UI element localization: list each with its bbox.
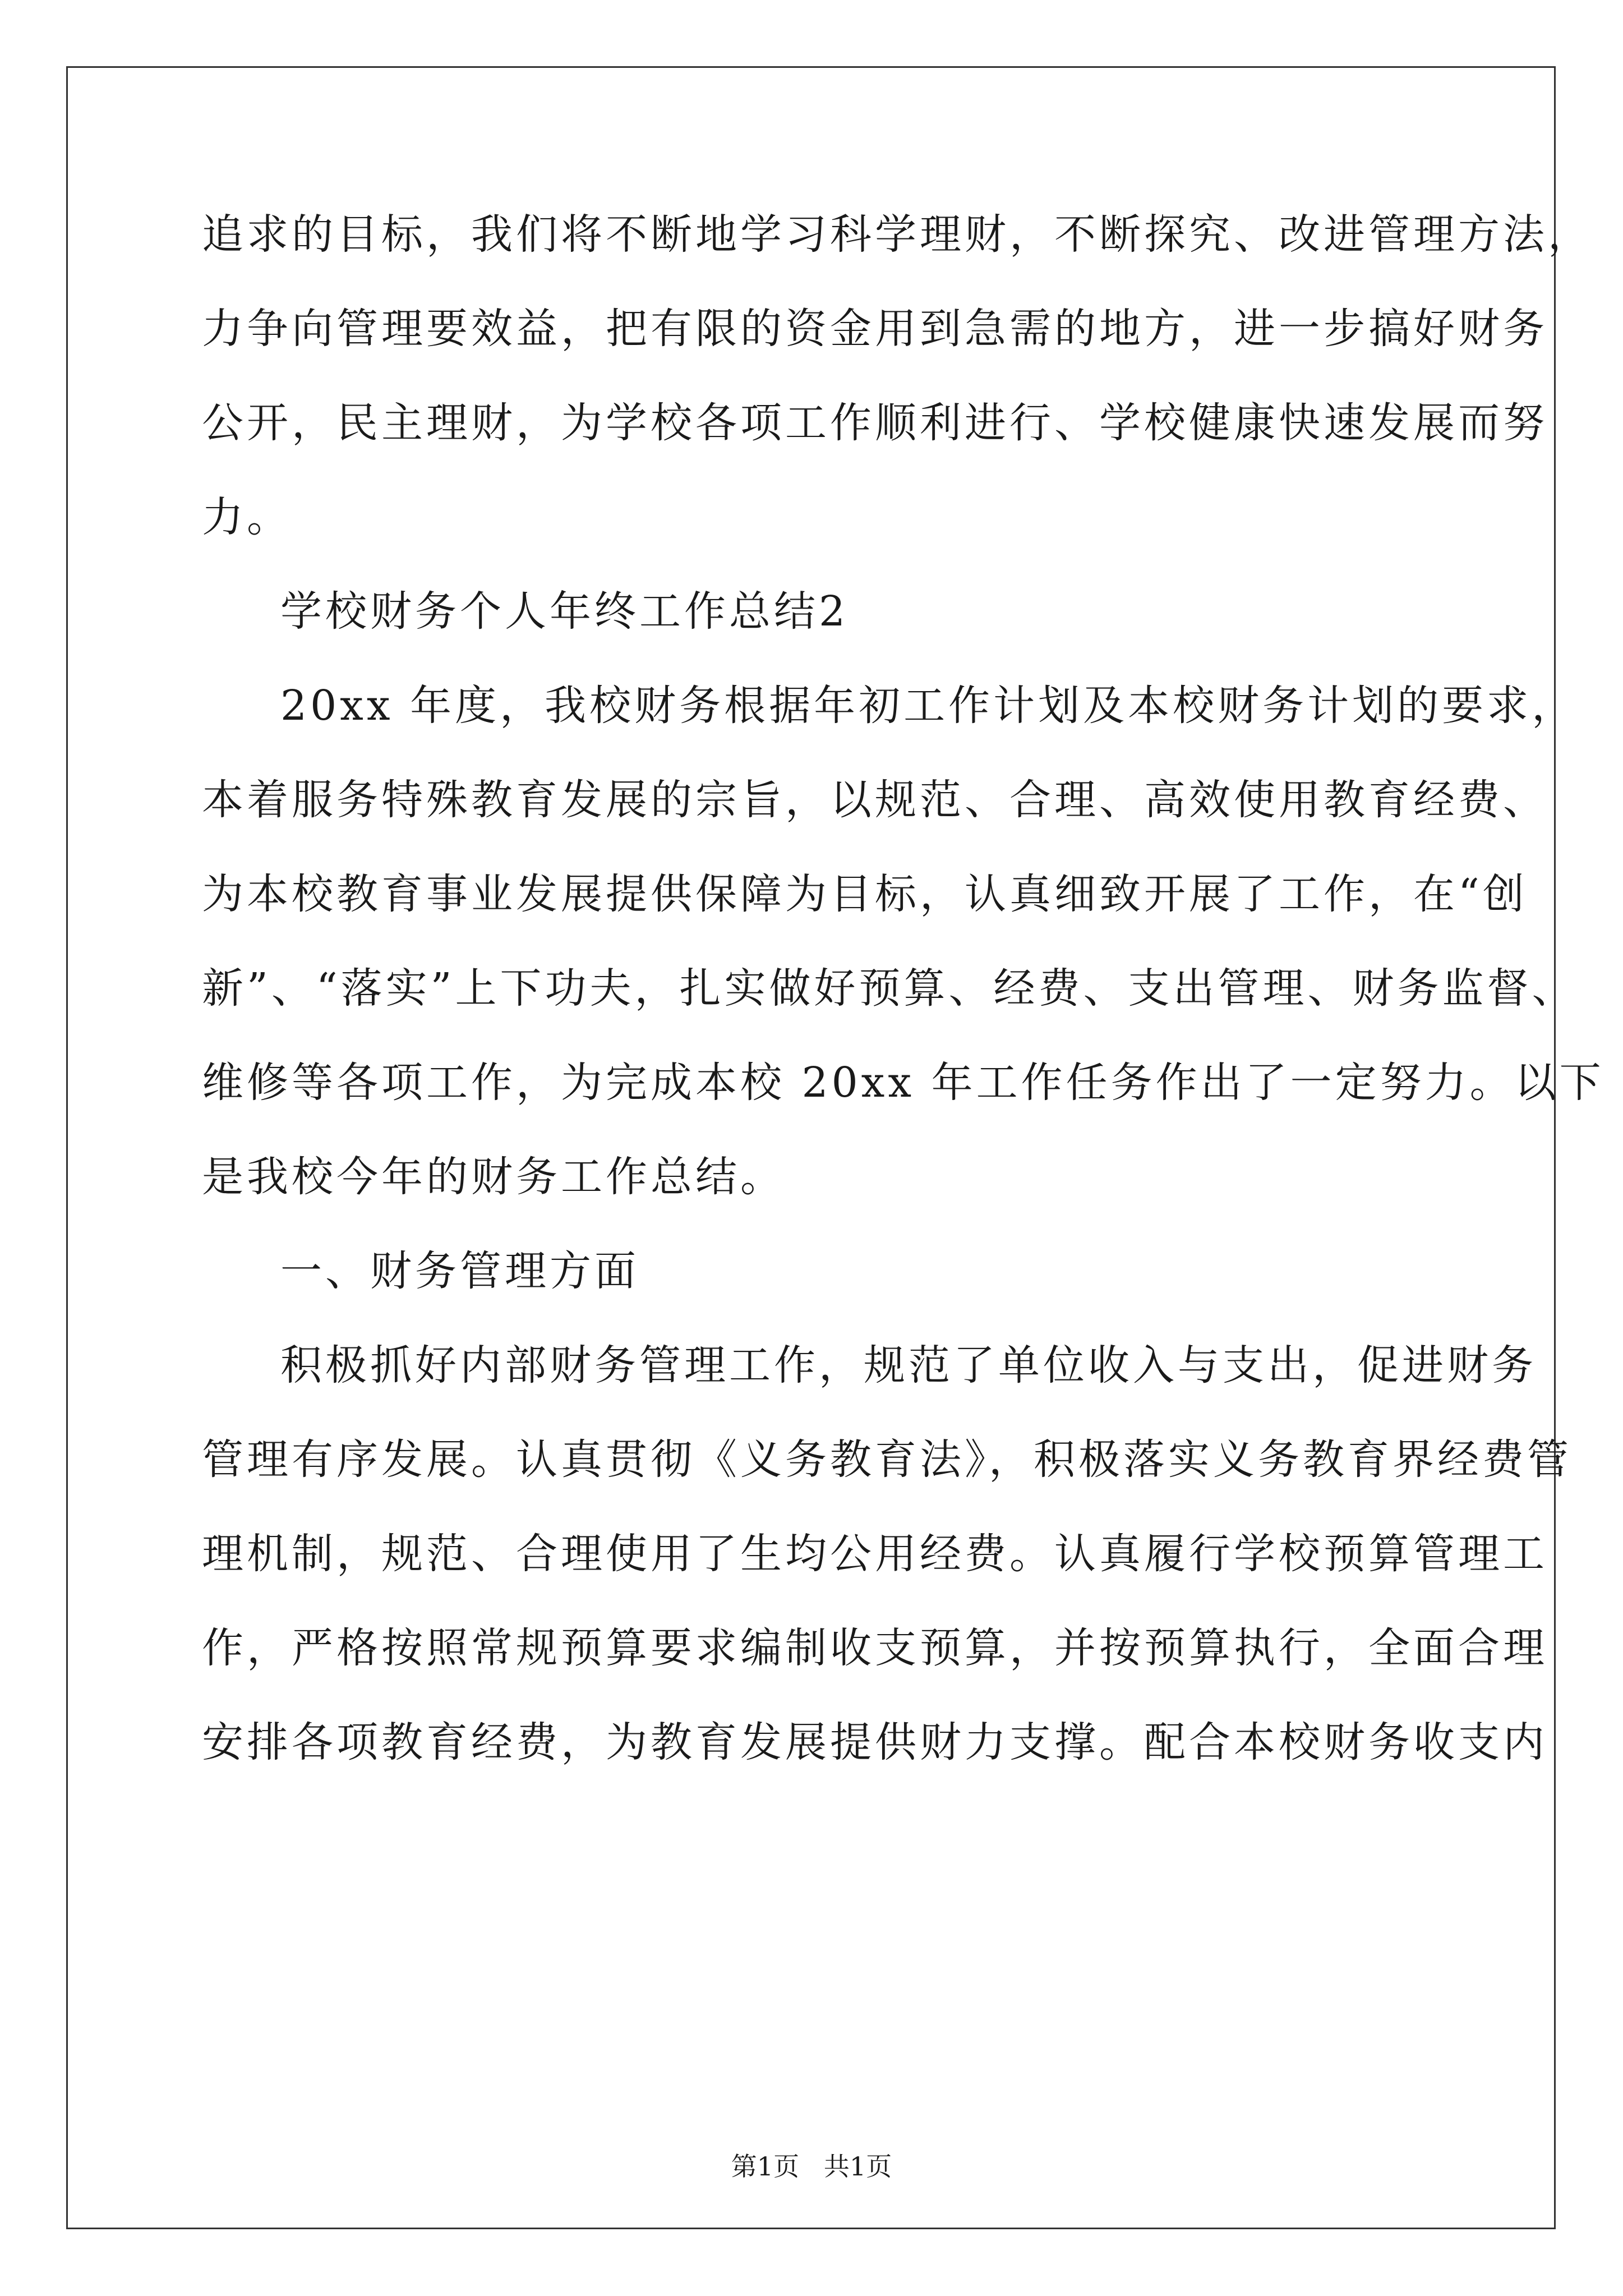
subsection-heading: 一、财务管理方面 (280, 1247, 639, 1295)
body-line-6: 20xx 年度，我校财务根据年初工作计划及本校财务计划的要求， (280, 682, 1577, 730)
body-line-2: 力争向管理要效益，把有限的资金用到急需的地方，进一步搞好财务 (202, 305, 1548, 353)
body-line-13: 积极抓好内部财务管理工作，规范了单位收入与支出，促进财务 (280, 1341, 1537, 1389)
body-line-17: 安排各项教育经费，为教育发展提供财力支撑。配合本校财务收支内 (202, 1718, 1548, 1766)
body-line-3: 公开，民主理财，为学校各项工作顺利进行、学校健康快速发展而努 (202, 399, 1548, 447)
body-line-14: 管理有序发展。认真贯彻《义务教育法》，积极落实义务教育界经费管 (202, 1435, 1572, 1484)
page-border (66, 66, 1556, 2229)
page-footer: 第1页 共1页 (731, 2151, 892, 2182)
body-line-8: 为本校教育事业发展提供保障为目标，认真细致开展了工作，在“创 (202, 870, 1528, 918)
body-line-9: 新”、“落实”上下功夫，扎实做好预算、经费、支出管理、财务监督、 (202, 964, 1577, 1013)
body-line-11: 是我校今年的财务工作总结。 (202, 1153, 785, 1201)
body-line-1: 追求的目标，我们将不断地学习科学理财，不断探究、改进管理方法， (202, 210, 1593, 259)
section-heading: 学校财务个人年终工作总结2 (280, 587, 849, 636)
body-line-7: 本着服务特殊教育发展的宗旨，以规范、合理、高效使用教育经费、 (202, 776, 1548, 824)
body-line-15: 理机制，规范、合理使用了生均公用经费。认真履行学校预算管理工 (202, 1530, 1548, 1578)
body-line-10: 维修等各项工作，为完成本校 20xx 年工作任务作出了一定努力。以下 (202, 1059, 1604, 1107)
body-line-4: 力。 (202, 493, 292, 541)
body-line-16: 作，严格按照常规预算要求编制收支预算，并按预算执行，全面合理 (202, 1624, 1548, 1672)
